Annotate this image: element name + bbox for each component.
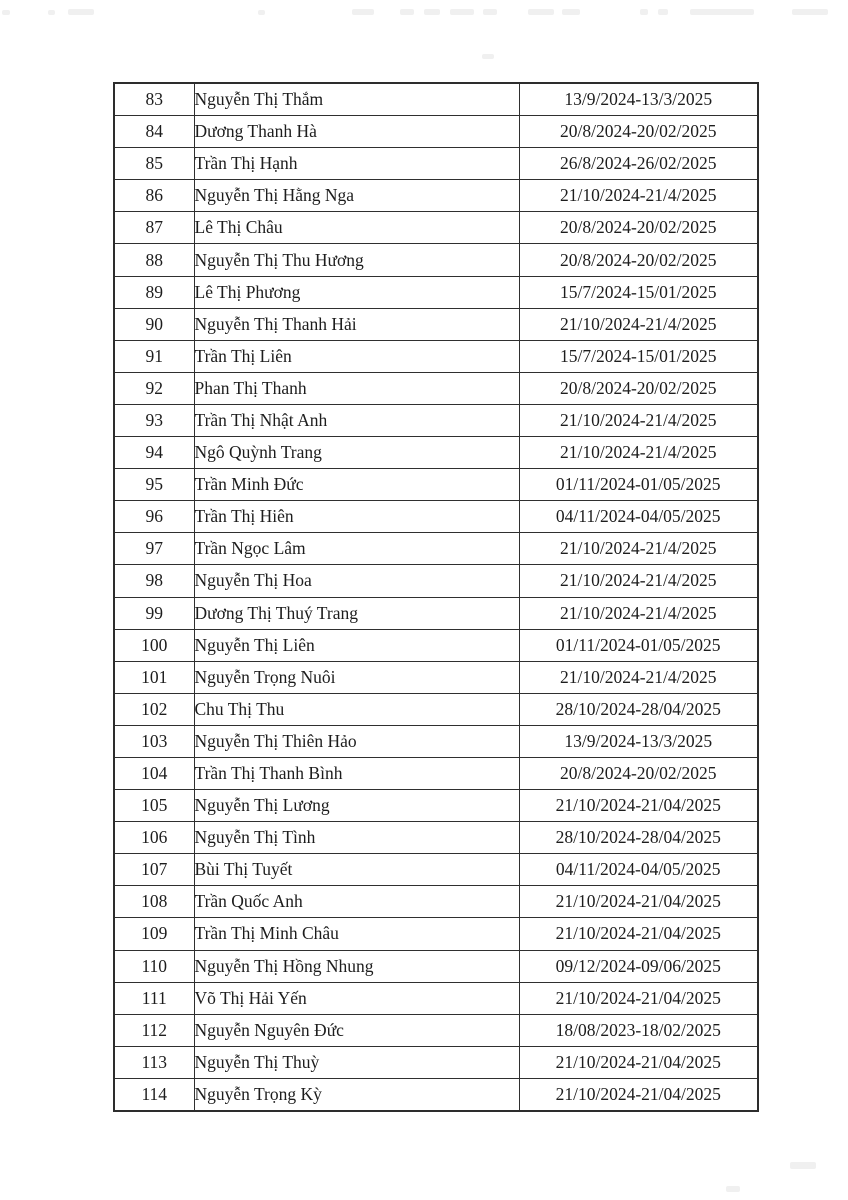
row-number-cell: 108 [114, 886, 194, 918]
row-number-cell: 106 [114, 822, 194, 854]
date-range-cell: 21/10/2024-21/4/2025 [519, 180, 758, 212]
date-range-cell: 21/10/2024-21/04/2025 [519, 918, 758, 950]
extension-list-table [113, 82, 759, 1112]
date-range-cell: 20/8/2024-20/02/2025 [519, 372, 758, 404]
scan-artifact [450, 9, 474, 15]
row-number-cell: 92 [114, 372, 194, 404]
row-number-cell: 109 [114, 918, 194, 950]
table-row [114, 950, 758, 982]
date-range-cell: 21/10/2024-21/4/2025 [519, 565, 758, 597]
date-range-cell: 21/10/2024-21/4/2025 [519, 533, 758, 565]
scan-artifact [482, 54, 494, 59]
scan-artifact [640, 9, 648, 15]
row-number-cell: 104 [114, 757, 194, 789]
date-range-cell: 13/9/2024-13/3/2025 [519, 725, 758, 757]
table-row [114, 1078, 758, 1111]
date-range-cell: 28/10/2024-28/04/2025 [519, 693, 758, 725]
row-number-cell: 99 [114, 597, 194, 629]
row-number-cell: 84 [114, 116, 194, 148]
person-name-cell: Dương Thanh Hà [194, 116, 519, 148]
table-row [114, 148, 758, 180]
table-row [114, 565, 758, 597]
person-name-cell: Nguyễn Thị Hoa [194, 565, 519, 597]
table-row [114, 116, 758, 148]
row-number-cell: 86 [114, 180, 194, 212]
date-range-cell: 21/10/2024-21/4/2025 [519, 437, 758, 469]
row-number-cell: 110 [114, 950, 194, 982]
date-range-cell: 20/8/2024-20/02/2025 [519, 212, 758, 244]
scan-artifact [562, 9, 580, 15]
scan-artifact [424, 9, 440, 15]
person-name-cell: Nguyễn Nguyên Đức [194, 1014, 519, 1046]
scan-artifact [2, 10, 10, 15]
person-name-cell: Ngô Quỳnh Trang [194, 437, 519, 469]
date-range-cell: 21/10/2024-21/4/2025 [519, 308, 758, 340]
table-row [114, 1014, 758, 1046]
table-row [114, 822, 758, 854]
row-number-cell: 105 [114, 790, 194, 822]
scan-artifact [68, 9, 94, 15]
date-range-cell: 20/8/2024-20/02/2025 [519, 244, 758, 276]
date-range-cell: 15/7/2024-15/01/2025 [519, 276, 758, 308]
scan-artifact [528, 9, 554, 15]
row-number-cell: 89 [114, 276, 194, 308]
date-range-cell: 18/08/2023-18/02/2025 [519, 1014, 758, 1046]
person-name-cell: Trần Thị Thanh Bình [194, 757, 519, 789]
date-range-cell: 04/11/2024-04/05/2025 [519, 501, 758, 533]
row-number-cell: 113 [114, 1046, 194, 1078]
date-range-cell: 01/11/2024-01/05/2025 [519, 629, 758, 661]
person-name-cell: Nguyễn Thị Hồng Nhung [194, 950, 519, 982]
person-name-cell: Nguyễn Thị Thuỳ [194, 1046, 519, 1078]
row-number-cell: 114 [114, 1078, 194, 1111]
table-row [114, 693, 758, 725]
row-number-cell: 102 [114, 693, 194, 725]
row-number-cell: 83 [114, 83, 194, 116]
date-range-cell: 28/10/2024-28/04/2025 [519, 822, 758, 854]
row-number-cell: 87 [114, 212, 194, 244]
row-number-cell: 103 [114, 725, 194, 757]
scan-artifact [48, 10, 55, 15]
table-row [114, 244, 758, 276]
person-name-cell: Trần Ngọc Lâm [194, 533, 519, 565]
date-range-cell: 21/10/2024-21/4/2025 [519, 404, 758, 436]
date-range-cell: 20/8/2024-20/02/2025 [519, 757, 758, 789]
person-name-cell: Trần Thị Hạnh [194, 148, 519, 180]
date-range-cell: 21/10/2024-21/4/2025 [519, 597, 758, 629]
scan-artifact [790, 1162, 816, 1169]
date-range-cell: 15/7/2024-15/01/2025 [519, 340, 758, 372]
date-range-cell: 09/12/2024-09/06/2025 [519, 950, 758, 982]
date-range-cell: 21/10/2024-21/04/2025 [519, 886, 758, 918]
table-row [114, 725, 758, 757]
person-name-cell: Võ Thị Hải Yến [194, 982, 519, 1014]
scan-artifact [658, 9, 668, 15]
date-range-cell: 21/10/2024-21/04/2025 [519, 1046, 758, 1078]
table-row [114, 661, 758, 693]
table-row [114, 533, 758, 565]
table-row [114, 212, 758, 244]
row-number-cell: 97 [114, 533, 194, 565]
row-number-cell: 85 [114, 148, 194, 180]
row-number-cell: 95 [114, 469, 194, 501]
person-name-cell: Chu Thị Thu [194, 693, 519, 725]
person-name-cell: Nguyễn Thị Tình [194, 822, 519, 854]
table-row [114, 308, 758, 340]
person-name-cell: Trần Quốc Anh [194, 886, 519, 918]
table-body [114, 83, 758, 1111]
person-name-cell: Trần Thị Minh Châu [194, 918, 519, 950]
table-row [114, 629, 758, 661]
date-range-cell: 21/10/2024-21/04/2025 [519, 790, 758, 822]
scan-artifact [690, 9, 754, 15]
table-row [114, 276, 758, 308]
scan-artifact [258, 10, 265, 15]
person-name-cell: Nguyễn Thị Thanh Hải [194, 308, 519, 340]
person-name-cell: Lê Thị Phương [194, 276, 519, 308]
person-name-cell: Nguyễn Thị Liên [194, 629, 519, 661]
scan-artifact [483, 9, 497, 15]
table-row [114, 790, 758, 822]
date-range-cell: 04/11/2024-04/05/2025 [519, 854, 758, 886]
person-name-cell: Trần Minh Đức [194, 469, 519, 501]
person-name-cell: Phan Thị Thanh [194, 372, 519, 404]
table-row [114, 597, 758, 629]
scan-artifact [352, 9, 374, 15]
date-range-cell: 13/9/2024-13/3/2025 [519, 83, 758, 116]
date-range-cell: 26/8/2024-26/02/2025 [519, 148, 758, 180]
table-row [114, 501, 758, 533]
table-row [114, 1046, 758, 1078]
scan-artifact [726, 1186, 740, 1192]
row-number-cell: 112 [114, 1014, 194, 1046]
table-row [114, 757, 758, 789]
row-number-cell: 111 [114, 982, 194, 1014]
table-row [114, 372, 758, 404]
person-name-cell: Nguyễn Thị Hằng Nga [194, 180, 519, 212]
table-row [114, 437, 758, 469]
table-row [114, 982, 758, 1014]
person-name-cell: Nguyễn Trọng Nuôi [194, 661, 519, 693]
table-row [114, 340, 758, 372]
table-row [114, 469, 758, 501]
date-range-cell: 21/10/2024-21/04/2025 [519, 982, 758, 1014]
row-number-cell: 101 [114, 661, 194, 693]
person-name-cell: Lê Thị Châu [194, 212, 519, 244]
table-row [114, 854, 758, 886]
row-number-cell: 107 [114, 854, 194, 886]
date-range-cell: 21/10/2024-21/04/2025 [519, 1078, 758, 1111]
person-name-cell: Trần Thị Nhật Anh [194, 404, 519, 436]
row-number-cell: 100 [114, 629, 194, 661]
date-range-cell: 01/11/2024-01/05/2025 [519, 469, 758, 501]
table-row [114, 83, 758, 116]
person-name-cell: Nguyễn Thị Thiên Hảo [194, 725, 519, 757]
table-row [114, 918, 758, 950]
row-number-cell: 96 [114, 501, 194, 533]
table-row [114, 886, 758, 918]
table-row [114, 180, 758, 212]
person-name-cell: Trần Thị Liên [194, 340, 519, 372]
row-number-cell: 94 [114, 437, 194, 469]
person-name-cell: Trần Thị Hiên [194, 501, 519, 533]
person-name-cell: Nguyễn Trọng Kỳ [194, 1078, 519, 1111]
date-range-cell: 21/10/2024-21/4/2025 [519, 661, 758, 693]
person-name-cell: Nguyễn Thị Thắm [194, 83, 519, 116]
person-name-cell: Bùi Thị Tuyết [194, 854, 519, 886]
person-name-cell: Nguyễn Thị Lương [194, 790, 519, 822]
scan-artifact [400, 9, 414, 15]
date-range-cell: 20/8/2024-20/02/2025 [519, 116, 758, 148]
row-number-cell: 93 [114, 404, 194, 436]
row-number-cell: 98 [114, 565, 194, 597]
row-number-cell: 88 [114, 244, 194, 276]
row-number-cell: 91 [114, 340, 194, 372]
scan-artifact [792, 9, 828, 15]
row-number-cell: 90 [114, 308, 194, 340]
person-name-cell: Nguyễn Thị Thu Hương [194, 244, 519, 276]
person-name-cell: Dương Thị Thuý Trang [194, 597, 519, 629]
table-row [114, 404, 758, 436]
